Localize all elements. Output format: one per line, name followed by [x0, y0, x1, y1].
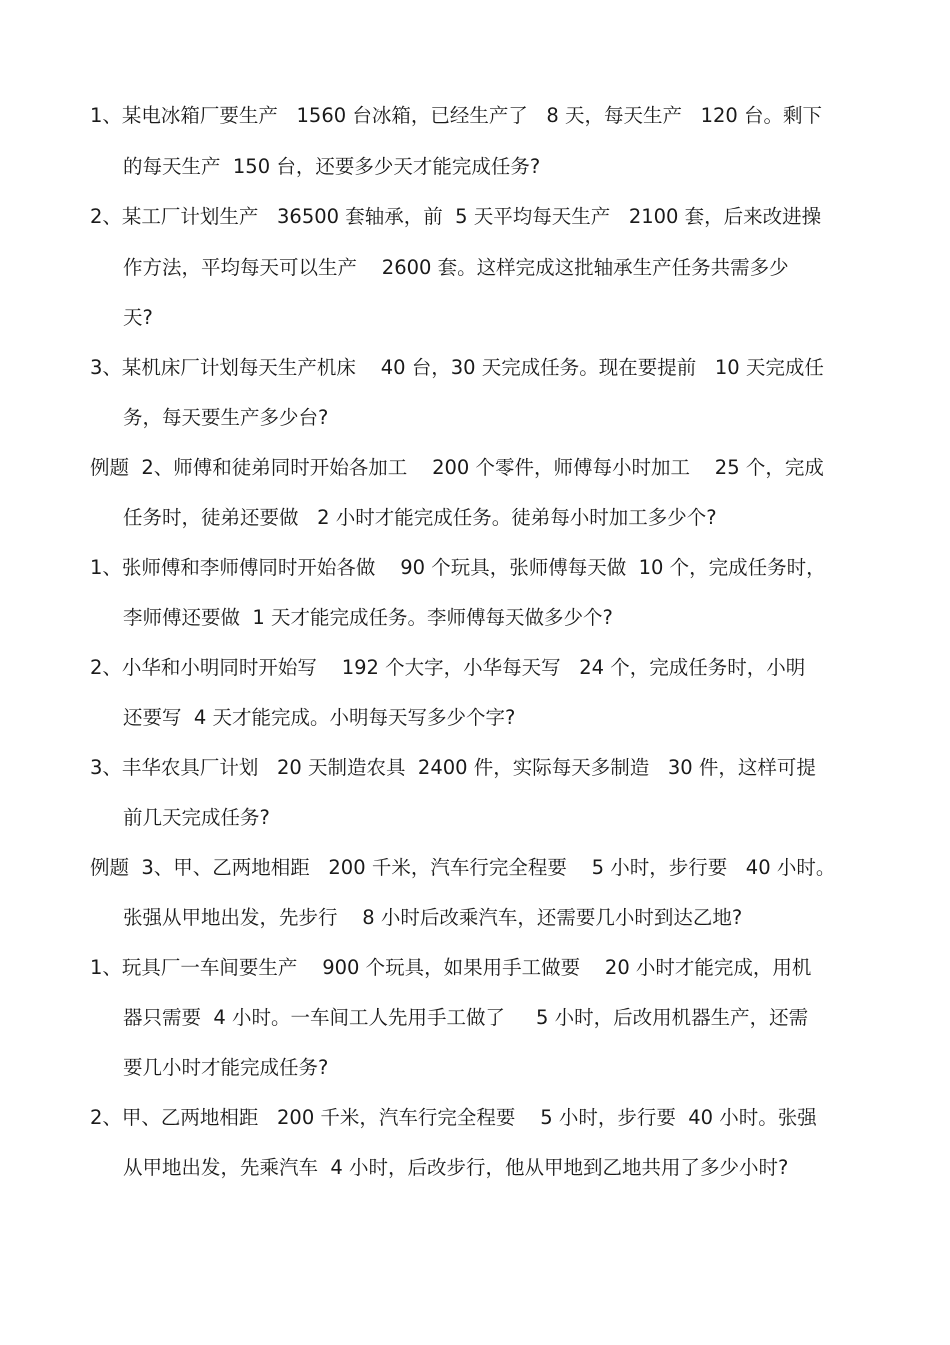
example-2-line-1: 例题 2、师傅和徒弟同时开始各加工 200 个零件，师傅每小时加工 25 个，完成	[90, 456, 824, 479]
problem-3b-line-1: 3、丰华农具厂计划 20 天制造农具 2400 件，实际每天多制造 30 件，这样可提	[90, 756, 816, 779]
problem-2a-line-2: 作方法，平均每天可以生产 2600 套。这样完成这批轴承生产任务共需多少	[123, 256, 789, 279]
example-2-line-2: 任务时，徒弟还要做 2 小时才能完成任务。徒弟每小时加工多少个?	[123, 506, 717, 529]
problem-1c-line-3: 要几小时才能完成任务?	[123, 1056, 329, 1079]
problem-1a-line-2: 的每天生产 150 台，还要多少天才能完成任务?	[123, 155, 541, 178]
problem-3a-line-2: 务，每天要生产多少台?	[123, 406, 329, 429]
problem-1c-line-1: 1、玩具厂一车间要生产 900 个玩具，如果用手工做要 20 小时才能完成，用机	[90, 956, 812, 979]
example-3-line-2: 张强从甲地出发，先步行 8 小时后改乘汽车，还需要几小时到达乙地?	[123, 906, 743, 929]
problem-1c-line-2: 器只需要 4 小时。一车间工人先用手工做了 5 小时，后改用机器生产，还需	[123, 1006, 809, 1029]
problem-1b-line-2: 李师傅还要做 1 天才能完成任务。李师傅每天做多少个?	[123, 606, 613, 629]
problem-2c-line-1: 2、甲、乙两地相距 200 千米，汽车行完全程要 5 小时，步行要 40 小时。张强	[90, 1106, 817, 1129]
problem-2c-line-2: 从甲地出发，先乘汽车 4 小时，后改步行，他从甲地到乙地共用了多少小时?	[123, 1156, 789, 1179]
problem-1a-line-1: 1、某电冰箱厂要生产 1560 台冰箱，已经生产了 8 天，每天生产 120 台。剩下	[90, 104, 823, 127]
problem-2a-line-3: 天?	[123, 306, 153, 329]
problem-2a-line-1: 2、某工厂计划生产 36500 套轴承，前 5 天平均每天生产 2100 套，后来改进操	[90, 205, 822, 228]
problem-1b-line-1: 1、张师傅和李师傅同时开始各做 90 个玩具，张师傅每天做 10 个，完成任务时，	[90, 556, 826, 579]
problem-2b-line-2: 还要写 4 天才能完成。小明每天写多少个字?	[123, 706, 516, 729]
problem-3b-line-2: 前几天完成任务?	[123, 806, 270, 829]
problem-3a-line-1: 3、某机床厂计划每天生产机床 40 台，30 天完成任务。现在要提前 10 天完成任	[90, 356, 824, 379]
problem-2b-line-1: 2、小华和小明同时开始写 192 个大字，小华每天写 24 个，完成任务时，小明	[90, 656, 806, 679]
example-3-line-1: 例题 3、甲、乙两地相距 200 千米，汽车行完全程要 5 小时，步行要 40 小时。	[90, 856, 836, 879]
